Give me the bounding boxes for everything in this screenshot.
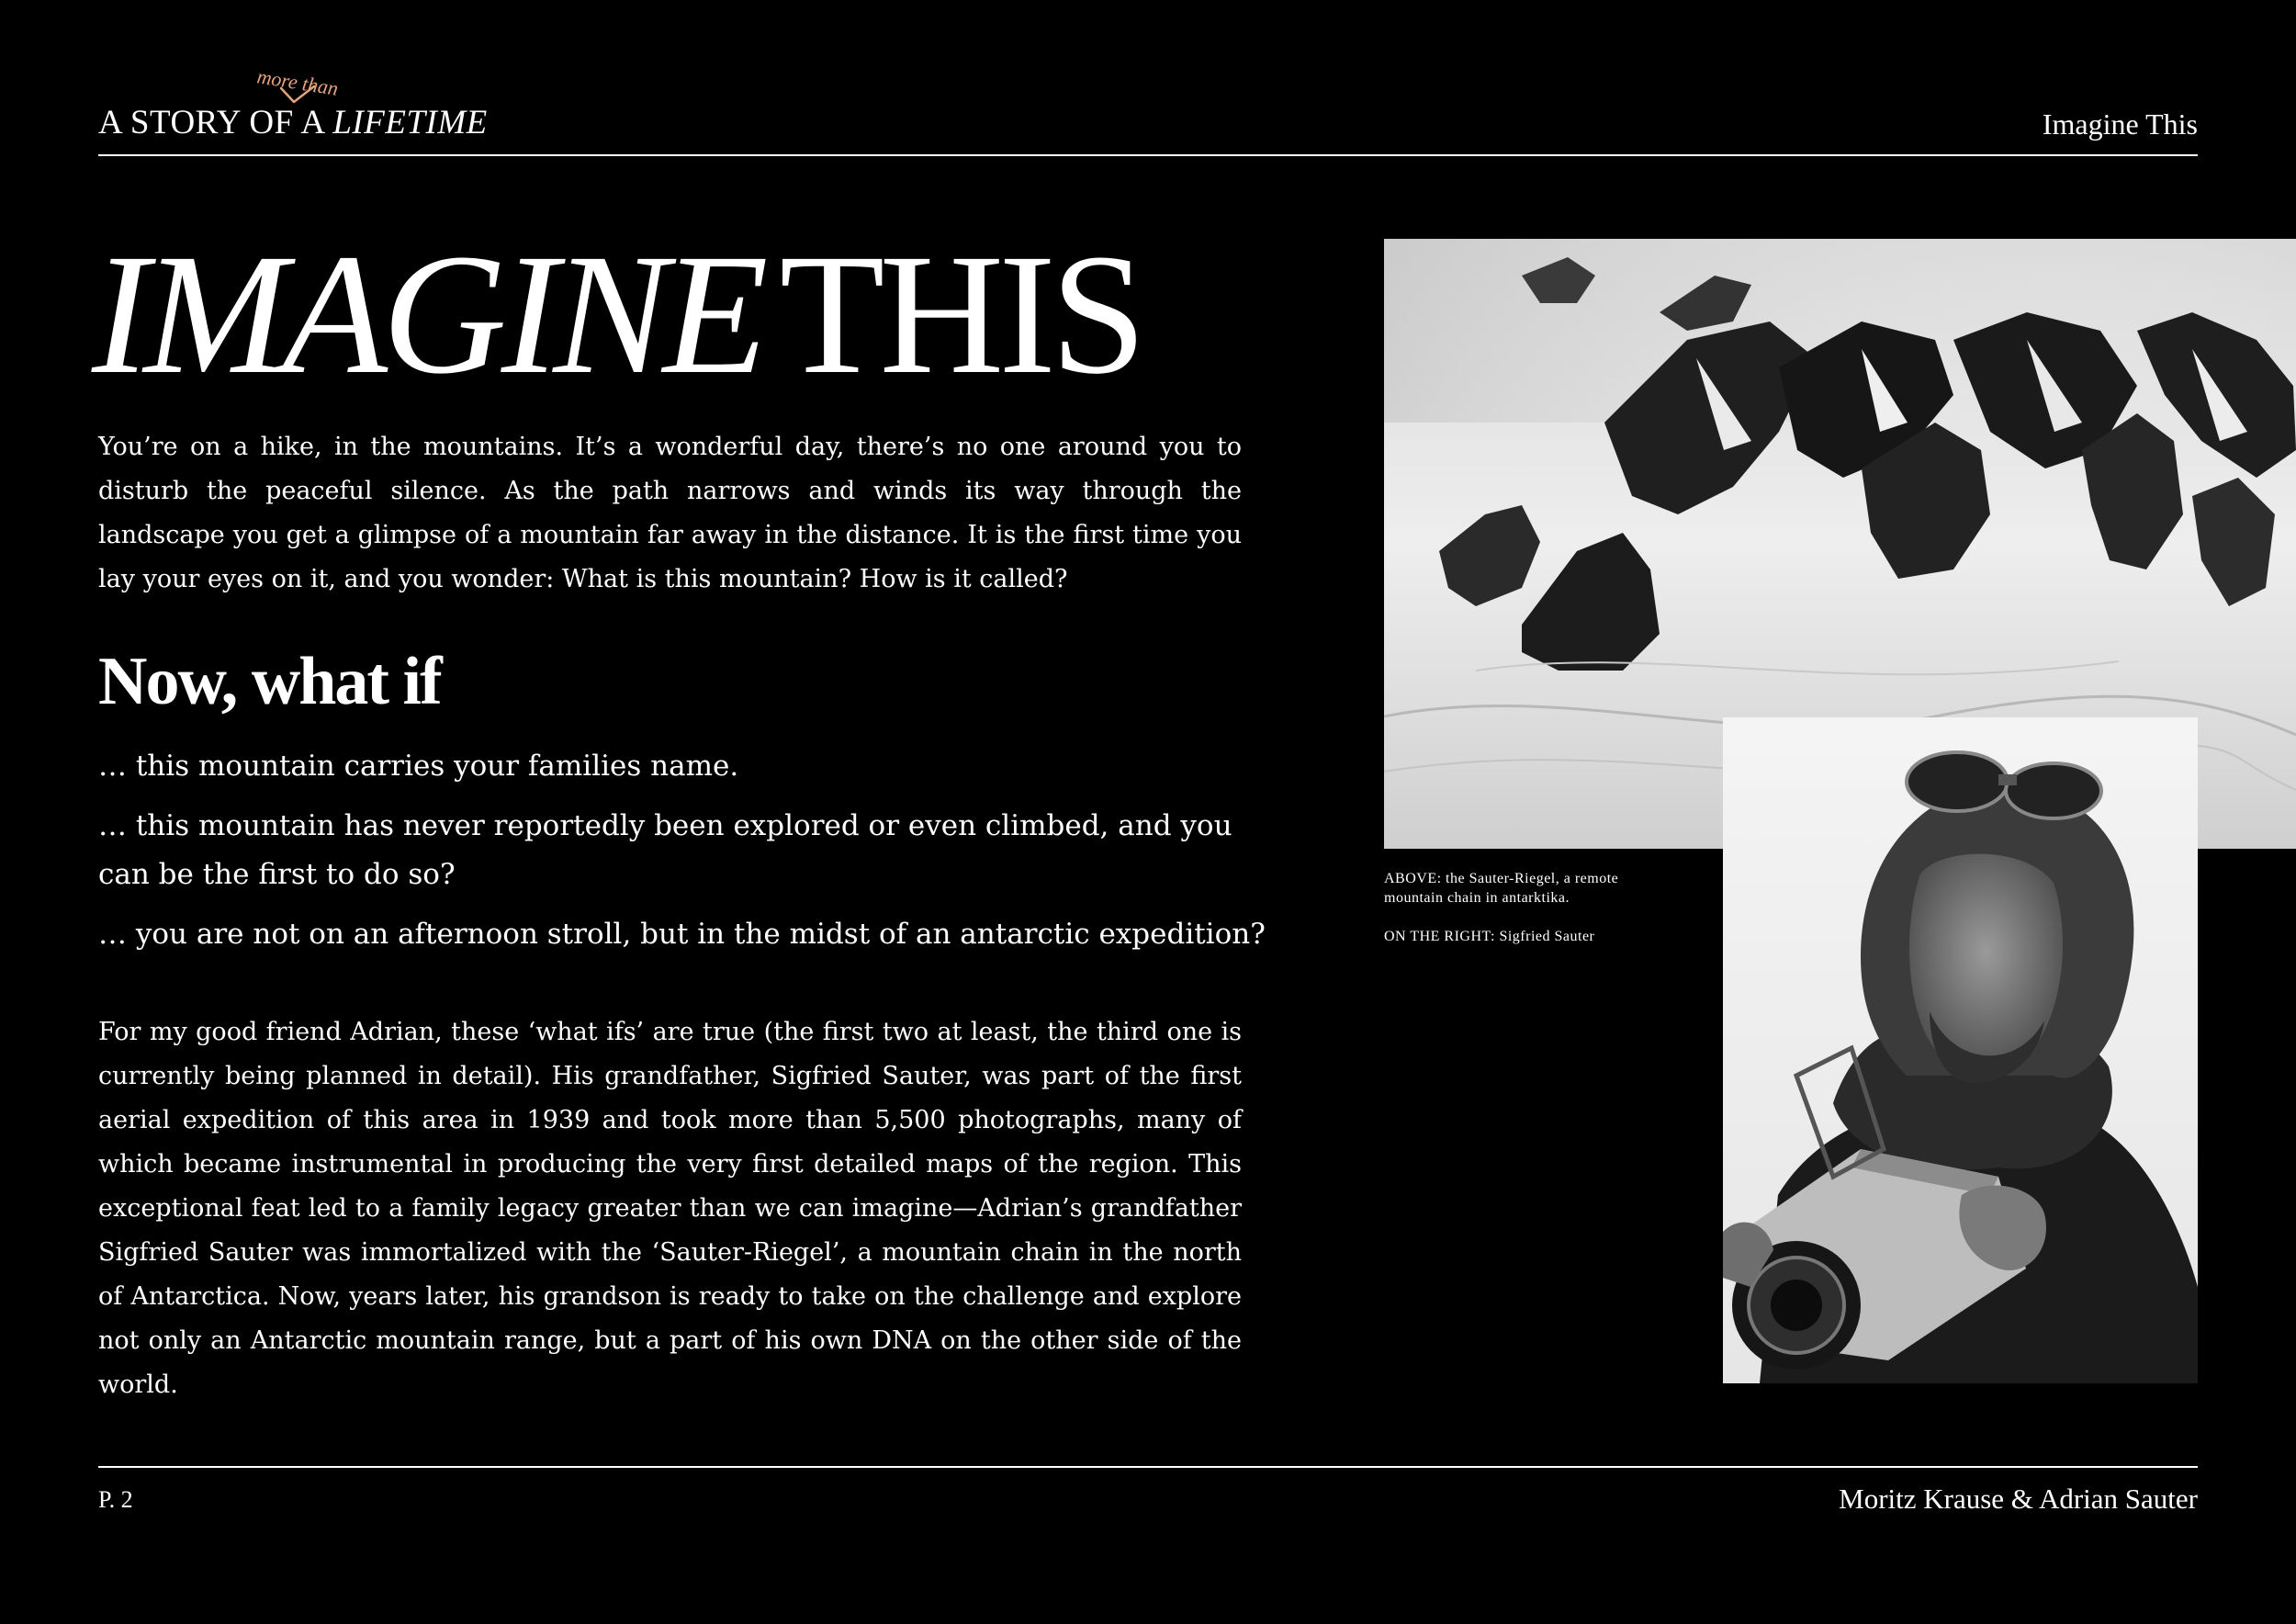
mountain-caption	[1384, 869, 1618, 908]
sigfried-sauter-portrait	[1723, 717, 2198, 1383]
header-divider	[98, 154, 2198, 156]
what-if-item: … you are not on an afternoon stroll, but in the midst of an antarctic expedition?	[98, 918, 1266, 951]
insertion-caret-icon	[279, 85, 316, 105]
mountain-caption-line: mountain chain in antarktika.	[1384, 890, 1570, 906]
mountain-caption-line: ABOVE: the Sauter-Riegel, a remote	[1384, 871, 1619, 886]
handwritten-annotation: more than	[255, 64, 340, 100]
what-if-item: … this mountain carries your families name.	[98, 750, 739, 783]
page-title-italic: IMAGINE	[92, 218, 763, 410]
footer-divider	[98, 1466, 2198, 1468]
page-title	[92, 218, 1142, 410]
what-if-list	[98, 742, 1274, 970]
portrait-caption: ON THE RIGHT: Sigfried Sauter	[1384, 929, 1595, 944]
page-title-regular: THIS	[779, 218, 1142, 410]
section-name: Imagine This	[2042, 107, 2198, 141]
magazine-title	[98, 103, 488, 142]
subheading: Now, what if	[98, 644, 441, 719]
authors: Moritz Krause & Adrian Sauter	[1839, 1483, 2198, 1515]
magazine-title-prefix: A STORY OF A	[98, 104, 333, 141]
page-number: P. 2	[98, 1486, 133, 1513]
story-paragraph: For my good friend Adrian, these ‘what ifs’ are true (the first two at least, the third one is currently being planned in detail). His grandfather, Sigfried Sauter, was part of the first aerial expedition of this area in 1939 and took more than 5,500 photographs, many of which became instrumental in producing the very first detailed maps of the region. This exceptional feat led to a family legacy greater than we can imagine—Adrian’s grandfather Sigfried Sauter was immortalized with the ‘Sauter-Riegel’, a mountain chain in the north of Antarctica. Now, years later, his grandson is ready to take on the challenge and explore not only an Antarctic mountain range, but a part of his own DNA on the other side of the world.	[98, 1018, 1242, 1399]
intro-paragraph: You’re on a hike, in the mountains. It’s a wonderful day, there’s no one around you to disturb the peaceful silence. As the path narrows and winds its way through the landscape you get a glimpse of a mountain far away in the distance. It is the first time you lay your eyes on it, and you wonder: What is this mountain? How is it called?	[98, 433, 1242, 593]
magazine-title-italic: LIFETIME	[332, 104, 488, 141]
what-if-item: … this mountain has never reportedly been explored or even climbed, and you can be the first to do so?	[98, 809, 1232, 891]
